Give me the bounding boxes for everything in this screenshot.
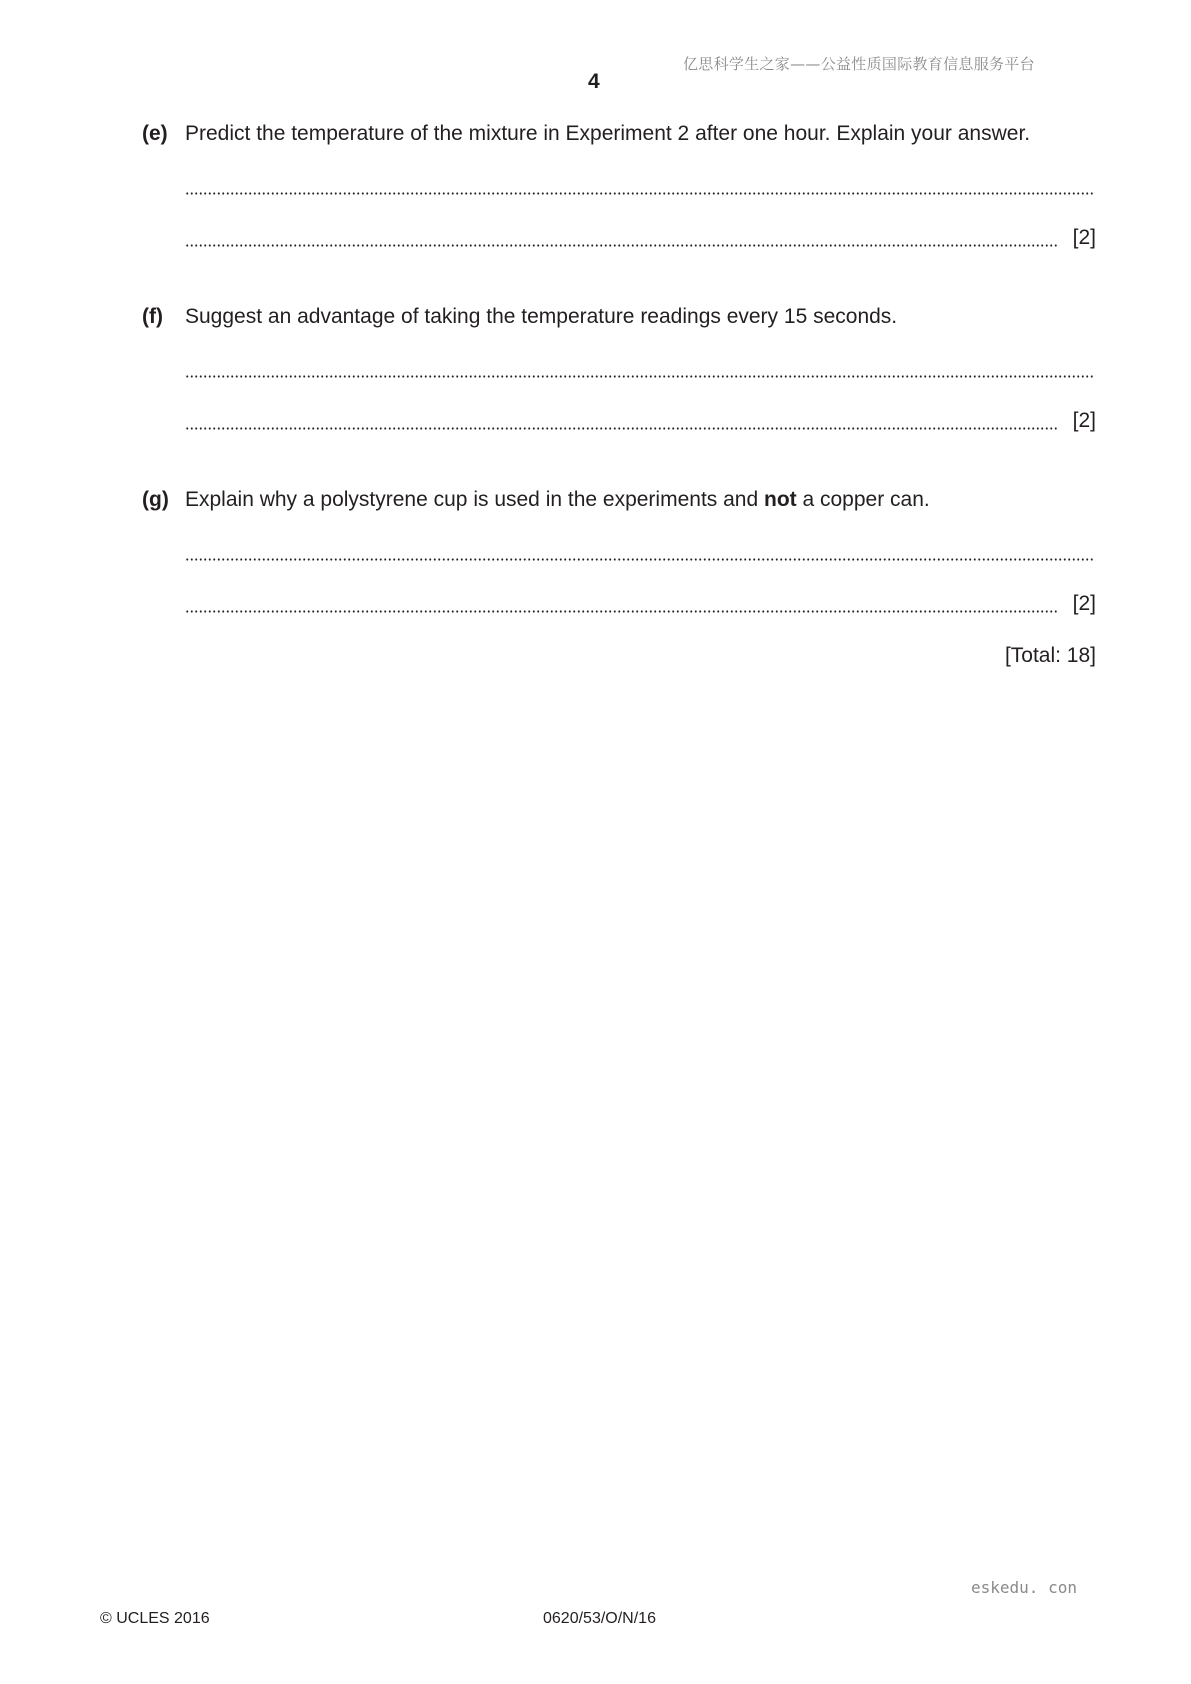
question-e-label: (e): [142, 122, 168, 145]
question-g-text: [185, 488, 930, 512]
question-g-marks: [2]: [1072, 592, 1096, 615]
question-f-text: Suggest an advantage of taking the temperature readings every 15 seconds.: [185, 305, 898, 328]
question-e-text: Predict the temperature of the mixture in Experiment 2 after one hour. Explain your answer.: [185, 122, 1031, 145]
question-g-text-before: Explain why a polystyrene cup is used in the experiments and: [185, 488, 764, 511]
question-e-marks: [2]: [1072, 226, 1096, 249]
total-marks: [Total: 18]: [1004, 644, 1096, 667]
answer-line-f-1[interactable]: [185, 375, 1095, 378]
question-f-label: (f): [142, 305, 163, 328]
header-watermark: 亿思科学生之家——公益性质国际教育信息服务平台: [683, 55, 1035, 73]
footer-watermark: eskedu. con: [971, 1578, 1077, 1597]
footer-paper-code: 0620/53/O/N/16: [543, 1610, 656, 1627]
question-g-label: (g): [142, 488, 169, 511]
answer-line-e-2[interactable]: [185, 244, 1057, 247]
answer-line-e-1[interactable]: [185, 192, 1095, 195]
question-g-text-after: a copper can.: [796, 488, 930, 511]
answer-line-g-2[interactable]: [185, 610, 1057, 613]
question-f-marks: [2]: [1072, 409, 1096, 432]
page-number: 4: [588, 70, 600, 93]
answer-line-f-2[interactable]: [185, 427, 1057, 430]
footer-copyright: © UCLES 2016: [100, 1610, 210, 1627]
question-g-emphasis: not: [764, 488, 797, 511]
answer-line-g-1[interactable]: [185, 558, 1095, 561]
